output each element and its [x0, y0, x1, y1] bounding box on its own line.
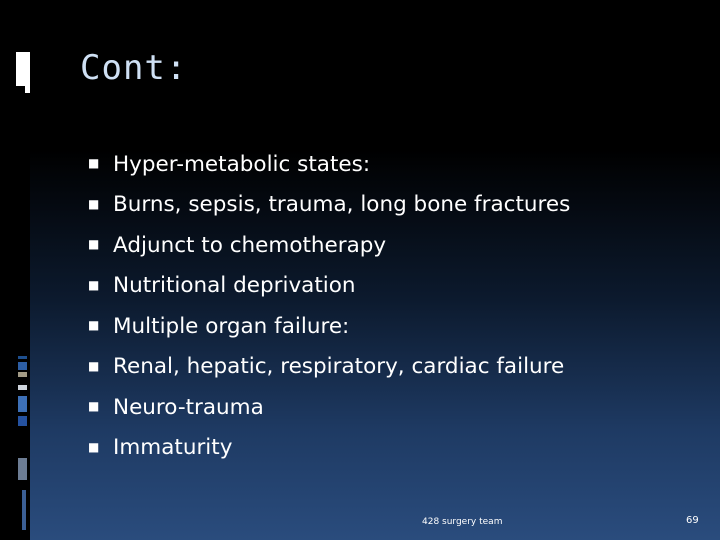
bullet-text: Multiple organ failure: [113, 313, 350, 339]
bullet-item [88, 144, 570, 185]
bullet-text: Renal, hepatic, respiratory, cardiac failure [113, 354, 565, 380]
square-bullet-icon: ■ [88, 318, 100, 333]
bullet-item [88, 347, 570, 388]
bullet-text: Hyper-metabolic states: [113, 151, 371, 177]
square-bullet-icon: ■ [88, 156, 100, 171]
bullet-item [88, 266, 570, 307]
bullet-text: Neuro-trauma [113, 394, 264, 420]
decorative-block [25, 75, 30, 93]
bullet-text: Immaturity [113, 435, 233, 461]
page-number: 69 [686, 515, 699, 526]
bullet-item [88, 306, 570, 347]
decorative-block [18, 396, 27, 412]
square-bullet-icon: ■ [88, 196, 100, 211]
bullet-list [88, 144, 570, 468]
square-bullet-icon: ■ [88, 358, 100, 373]
decorative-block [18, 416, 27, 426]
bullet-item [88, 225, 570, 266]
decorative-block [22, 490, 26, 530]
bullet-item [88, 428, 570, 469]
decorative-block [18, 372, 27, 377]
footer-text: 428 surgery team [422, 517, 503, 527]
decorative-block [18, 356, 27, 359]
square-bullet-icon: ■ [88, 277, 100, 292]
bullet-item [88, 387, 570, 428]
decorative-block [18, 362, 27, 370]
bullet-text: Burns, sepsis, trauma, long bone fractures [113, 192, 571, 218]
decorative-block [18, 385, 27, 390]
bullet-item [88, 185, 570, 226]
square-bullet-icon: ■ [88, 439, 100, 454]
slide-title: Cont: [80, 48, 188, 88]
bullet-text: Nutritional deprivation [113, 273, 356, 299]
square-bullet-icon: ■ [88, 399, 100, 414]
decorative-block [18, 458, 27, 480]
bullet-text: Adjunct to chemotherapy [113, 232, 387, 258]
square-bullet-icon: ■ [88, 237, 100, 252]
